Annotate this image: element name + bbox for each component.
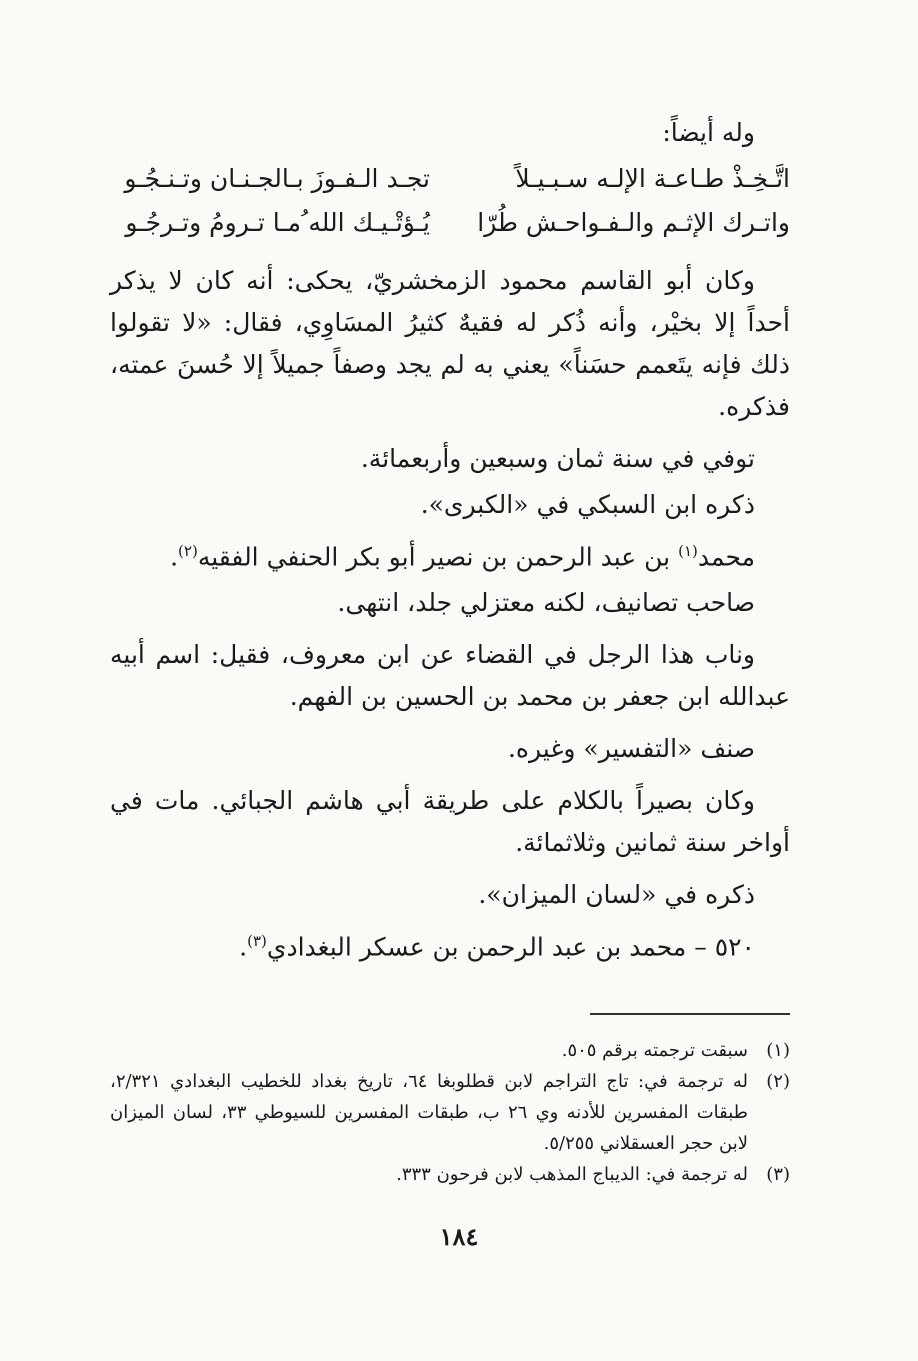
page-number: ١٨٤ [439,1222,479,1251]
paragraph-author-works: صاحب تصانيف، لكنه معتزلي جلد، انتهى. [337,588,755,618]
footnote-ref-2: (٢) [178,542,198,560]
main-text [110,118,790,963]
paragraph-tafsir: صنف «التفسير» وغيره. [507,734,755,764]
poem-verse-1 [110,164,790,194]
verse-2-first-hemistich: واتـرك الإثـم والـفـواحـش طُرّا [477,208,790,237]
footnote-ref-1: (١) [678,542,698,560]
entry-heading-519 [110,536,790,572]
paragraph-source-subki: ذكره ابن السبكي في «الكبرى». [420,490,755,519]
footnote-divider [590,1013,790,1015]
paragraph-jubbai: وكان بصيراً بالكلام على طريقة أبي هاشم الجبائي. مات في أواخر سنة ثمانين وثلاثمائة. [110,786,790,858]
entry-heading-520 [110,926,790,962]
verse-1-first-hemistich: اتَّـخِـذْ طـاعـة الإلـه سـبـيـلاً [515,164,790,193]
entry-519-name-rest: بن عبد الرحمن بن نصير أبو بكر الحنفي الفقيه [197,542,671,572]
verse-2-second-hemistich: يُـؤتْـيـك الله ُمـا تـرومُ وتـرجُـو [125,208,430,237]
paragraph-death-date: توفي في سنة ثمان وسبعين وأربعمائة. [360,444,755,473]
entry-519-tail: . [170,542,179,572]
entry-520-tail: . [239,932,248,962]
entry-520-text: ٥٢٠ – محمد بن عبد الرحمن بن عسكر البغدادي [266,932,755,962]
poem-heading: وله أيضاً: [662,118,755,147]
paragraph-judiciary: وناب هذا الرجل في القضاء عن ابن معروف، فقيل: اسم أبيه عبدالله ابن جعفر بن محمد بن الحسين بن الفهم. [110,640,790,712]
paragraph-zamakhshari: وكان أبو القاسم محمود الزمخشريّ، يحكى: أنه كان لا يذكر أحداً إلا بخيْر، وأنه ذُكر له فقيهٌ كثيرُ المسَاوِي، فقال: «لا تقولوا ذلك فإنه يتَعمم حسَناً» يعني به لم يجد وصفاً جميلاً إلا حُسنَ عمته، فذكره. [110,266,790,421]
footnote-1-text: سبقت ترجمته برقم ٥٠٥. [561,1040,748,1061]
footnote-3 [110,1159,790,1190]
verse-1-second-hemistich: تجـد الـفـوزَ بـالجـنـان وتـنـجُـو [124,164,430,193]
footnote-3-number: (٣) [766,1164,790,1185]
poem-verse-2 [110,208,790,238]
footnote-2-text: له ترجمة في: تاج التراجم لابن قطلوبغا ٦٤، تاريخ بغداد للخطيب البغدادي ٢/٣٢١، طبقات المفسرين للأدنه وي ٢٦ ب، طبقات المفسرين للسيوطي ٣٣، لسان الميزان لابن حجر العسقلاني ٥/٢٥٥. [110,1071,749,1154]
footnotes [110,1035,790,1190]
footnote-ref-3: (٣) [247,932,267,951]
footnote-2-number: (٢) [766,1071,790,1092]
paragraph-source-lisan: ذكره في «لسان الميزان». [478,880,755,910]
footnote-3-text: له ترجمة في: الديباج المذهب لابن فرحون ٣٣٣. [396,1164,748,1185]
footnote-1 [110,1035,790,1066]
footnote-2 [110,1066,790,1159]
entry-519-name-start: محمد [697,542,755,572]
footnote-1-number: (١) [766,1040,790,1061]
